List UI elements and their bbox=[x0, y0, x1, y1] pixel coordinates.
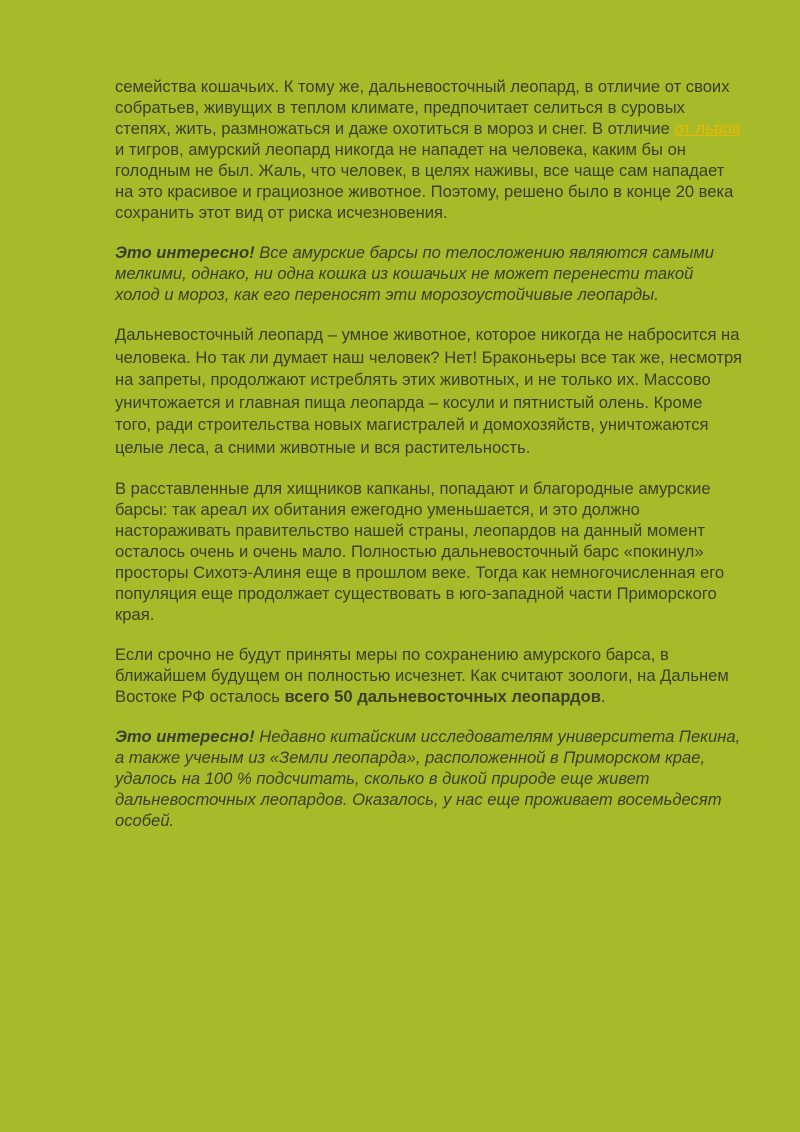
paragraph-1 bbox=[115, 76, 742, 223]
interesting-fact-1 bbox=[115, 242, 742, 305]
paragraph-3-text: Дальневосточный леопард – умное животное, которое никогда не набросится на человека. Но так ли думает наш человек? Нет! Браконьеры все так же, несмотря на запреты, продолжают истреблять этих животных, и не только их. Массово уничтожается и главная пища леопарда – косули и пятнистый олень. Кроме того, ради строительства новых магистралей и домохозяйств, уничтожаются целые леса, а сними животные и вся растительность. bbox=[115, 325, 742, 457]
paragraph-5-text-start: Если срочно не будут приняты меры по сохранению амурского барса, в ближайшем будущем он полностью исчезнет. Как считают зоологи, на Дальнем Востоке РФ осталось bbox=[115, 645, 729, 706]
paragraph-1-text-start: семейства кошачьих. К тому же, дальневосточный леопард, в отличие от своих собратьев, живущих в теплом климате, предпочитает селиться в суровых степях, жить, размножаться и даже охотиться в мороз и снег. В отличие bbox=[115, 77, 730, 138]
interesting-fact-2-text: Недавно китайским исследователям университета Пекина, а также ученым из «Земли леопарда», расположенной в Приморском крае, удалось на 100 % подсчитать, сколько в дикой природе еще живет дальневосточных леопардов. Оказалось, у нас еще проживает восемьдесят особей. bbox=[115, 727, 741, 830]
leopard-count-highlight: всего 50 дальневосточных леопардов bbox=[284, 687, 601, 706]
paragraph-4-text: В расставленные для хищников капканы, попадают и благородные амурские барсы: так ареал их обитания ежегодно уменьшается, и это должно настораживать правительство нашей страны, леопардов на данный момент осталось очень и очень мало. Полностью дальневосточный барс «покинул» просторы Сихотэ-Алиня еще в прошлом веке. Тогда как немногочисленная его популяция еще продолжает существовать в юго-западной части Приморского края. bbox=[115, 479, 725, 624]
paragraph-5-text-end: . bbox=[600, 687, 606, 706]
paragraph-4 bbox=[115, 478, 742, 625]
paragraph-5 bbox=[115, 644, 742, 707]
interesting-fact-1-text: Все амурские барсы по телосложению являются самыми мелкими, однако, ни одна кошка из кошачьих не может перенести такой холод и мороз, как его переносят эти морозоустойчивые леопарды. bbox=[115, 243, 714, 304]
interesting-fact-2 bbox=[115, 726, 742, 831]
interesting-fact-1-lead: Это интересно! bbox=[115, 243, 255, 262]
interesting-fact-2-lead: Это интересно! bbox=[115, 727, 255, 746]
paragraph-3 bbox=[115, 324, 742, 459]
lions-link[interactable]: от львов bbox=[674, 119, 741, 138]
paragraph-1-text-end: и тигров, амурский леопард никогда не нападет на человека, каким бы он голодным не был. Жаль, что человек, в целях наживы, все чаще сам нападает на это красивое и грациозное животное. Поэтому, решено было в конце 20 века сохранить этот вид от риска исчезновения. bbox=[115, 140, 734, 222]
